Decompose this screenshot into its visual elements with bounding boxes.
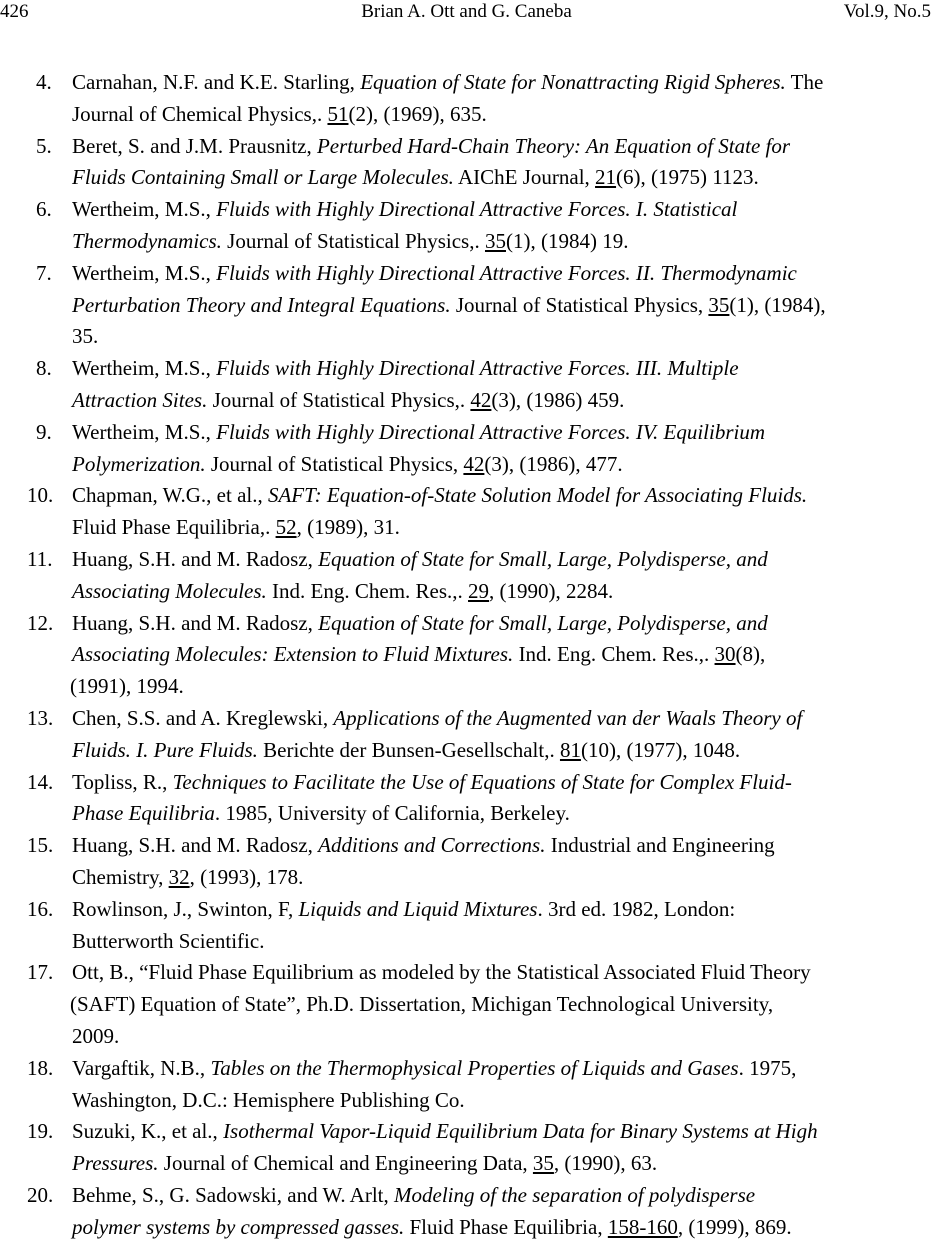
reference-text: Fluid Phase Equilibria, (404, 1214, 608, 1239)
reference-text: Journal of Statistical Physics,. (207, 387, 471, 412)
reference-item (0, 608, 933, 703)
page-number: 426 (0, 1, 29, 22)
reference-item (0, 258, 933, 353)
volume-number: 35 (532, 1151, 554, 1176)
reference-number: 8. (36, 356, 52, 381)
reference-line (0, 703, 933, 735)
reference-line (0, 671, 933, 703)
reference-title: Perturbation Theory and Integral Equations. (72, 292, 451, 317)
reference-text: Suzuki, K., et al., (72, 1119, 224, 1144)
reference-text: , (1993), 178. (189, 864, 304, 889)
reference-line (0, 321, 933, 353)
reference-item (0, 131, 933, 195)
volume-number: 35 (708, 292, 730, 317)
reference-text: (1991), 1994. (70, 674, 184, 699)
volume-number: 30 (714, 642, 736, 667)
reference-line (0, 1053, 933, 1085)
reference-line (0, 608, 933, 640)
reference-text: Washington, D.C.: Hemisphere Publishing Co. (72, 1087, 465, 1112)
reference-text: Topliss, R., (72, 769, 173, 794)
reference-text: Butterworth Scientific. (72, 928, 265, 953)
reference-text: 2009. (72, 1023, 120, 1048)
reference-title: Thermodynamics. (72, 228, 222, 253)
reference-item (0, 194, 933, 258)
reference-line (0, 957, 933, 989)
reference-title: Techniques to Facilitate the Use of Equations of State for Complex Fluid- (172, 769, 792, 794)
reference-title: Fluids with Highly Directional Attractive Forces. I. Statistical (216, 197, 738, 222)
reference-line (0, 353, 933, 385)
reference-line (0, 194, 933, 226)
reference-text: Industrial and Engineering (545, 833, 775, 858)
reference-title: Isothermal Vapor-Liquid Equilibrium Data for Binary Systems at High (223, 1119, 818, 1144)
reference-text: Huang, S.H. and M. Radosz, (72, 833, 319, 858)
reference-text: Chemistry, (72, 864, 169, 889)
reference-title: Fluids. I. Pure Fluids. (72, 737, 258, 762)
reference-title: Associating Molecules. (72, 578, 267, 603)
reference-item (0, 703, 933, 767)
reference-title: Fluids with Highly Directional Attractive Forces. IV. Equilibrium (216, 419, 766, 444)
reference-text: Carnahan, N.F. and K.E. Starling, (72, 70, 361, 94)
reference-item (0, 353, 933, 417)
reference-title: Polymerization. (72, 451, 206, 476)
reference-line (0, 385, 933, 417)
reference-title: SAFT: Equation-of-State Solution Model for Associating Fluids. (267, 483, 808, 508)
reference-item (0, 957, 933, 1052)
reference-text: Journal of Statistical Physics,. (221, 228, 485, 253)
reference-number: 4. (36, 70, 52, 94)
reference-number: 18. (27, 1055, 54, 1080)
reference-item (0, 1180, 933, 1243)
reference-text: (8), (735, 642, 766, 667)
reference-text: (3), (1986) 459. (491, 387, 625, 412)
reference-item (0, 67, 933, 131)
reference-text: Huang, S.H. and M. Radosz, (72, 546, 319, 571)
reference-number: 13. (27, 705, 54, 730)
reference-title: Modeling of the separation of polydisperse (394, 1182, 756, 1207)
volume-number: 51 (327, 101, 349, 126)
reference-line (0, 798, 933, 830)
reference-text: . 1985, University of California, Berkeley. (214, 801, 570, 826)
reference-line (0, 576, 933, 608)
volume-number: 29 (468, 578, 490, 603)
reference-line (0, 767, 933, 799)
reference-title: Tables on the Thermophysical Properties of Liquids and Gases (210, 1055, 739, 1080)
reference-title: Associating Molecules: Extension to Fluid Mixtures. (72, 642, 514, 667)
reference-title: Equation of State for Small, Large, Polydisperse, and (318, 546, 768, 571)
reference-item (0, 544, 933, 608)
reference-text: (1), (1984) 19. (505, 228, 629, 253)
reference-title: Fluids Containing Small or Large Molecules. (72, 165, 454, 190)
reference-line (0, 226, 933, 258)
reference-line (0, 1180, 933, 1212)
reference-text: Ott, B., “Fluid Phase Equilibrium as modeled by the Statistical Associated Fluid Theory (72, 960, 811, 985)
reference-title: Pressures. (72, 1151, 159, 1176)
reference-text: 35. (72, 324, 99, 349)
volume-number: 35 (484, 228, 506, 253)
reference-item (0, 894, 933, 958)
reference-title: Additions and Corrections. (318, 833, 546, 858)
reference-item (0, 480, 933, 544)
reference-line (0, 1212, 933, 1243)
reference-line (0, 989, 933, 1021)
reference-number: 15. (27, 833, 54, 858)
reference-line (0, 735, 933, 767)
reference-text: Behme, S., G. Sadowski, and W. Arlt, (72, 1182, 395, 1207)
reference-item (0, 1053, 933, 1117)
reference-line (0, 926, 933, 958)
reference-line (0, 639, 933, 671)
reference-line (0, 1021, 933, 1053)
reference-title: Phase Equilibria (72, 801, 215, 826)
reference-number: 14. (27, 769, 54, 794)
reference-number: 9. (36, 419, 52, 444)
reference-title: Equation of State for Nonattracting Rigid Spheres. (360, 70, 786, 94)
reference-number: 11. (27, 546, 53, 571)
reference-title: polymer systems by compressed gasses. (72, 1214, 405, 1239)
reference-title: Perturbed Hard-Chain Theory: An Equation of State for (316, 133, 791, 158)
reference-text: (10), (1977), 1048. (580, 737, 741, 762)
reference-line (0, 290, 933, 322)
reference-line (0, 67, 933, 99)
volume-number: 32 (168, 864, 190, 889)
reference-number: 5. (36, 133, 52, 158)
reference-text: Chapman, W.G., et al., (72, 483, 268, 508)
reference-text: The (785, 70, 824, 94)
volume-number: 81 (559, 737, 581, 762)
reference-item (0, 417, 933, 481)
reference-line (0, 1116, 933, 1148)
reference-text: Vargaftik, N.B., (72, 1055, 211, 1080)
reference-line (0, 449, 933, 481)
reference-list (0, 67, 933, 1243)
reference-text: Journal of Chemical and Engineering Data, (158, 1151, 533, 1176)
reference-number: 10. (27, 483, 54, 508)
reference-line (0, 162, 933, 194)
reference-line (0, 894, 933, 926)
running-header (0, 0, 933, 25)
reference-text: Beret, S. and J.M. Prausnitz, (72, 133, 317, 158)
reference-item (0, 1116, 933, 1180)
reference-number: 17. (27, 960, 54, 985)
reference-item (0, 767, 933, 831)
reference-number: 12. (27, 610, 54, 635)
reference-item (0, 830, 933, 894)
reference-number: 6. (36, 197, 52, 222)
reference-title: Applications of the Augmented van der Waals Theory of (333, 705, 803, 730)
reference-text: Berichte der Bunsen-Gesellschalt,. (257, 737, 560, 762)
reference-number: 16. (27, 896, 54, 921)
reference-line (0, 131, 933, 163)
reference-text: Ind. Eng. Chem. Res.,. (513, 642, 715, 667)
reference-text: Ind. Eng. Chem. Res.,. (266, 578, 469, 603)
reference-text: . 1975, (738, 1055, 797, 1080)
reference-line (0, 417, 933, 449)
reference-text: (1), (1984), (729, 292, 826, 317)
reference-number: 19. (27, 1119, 54, 1144)
reference-text: , (1999), 869. (677, 1214, 792, 1239)
reference-text: Journal of Statistical Physics, (450, 292, 709, 317)
volume-number: 42 (470, 387, 492, 412)
reference-text: Journal of Statistical Physics, (205, 451, 464, 476)
reference-title: Fluids with Highly Directional Attractive Forces. II. Thermodynamic (216, 260, 797, 285)
reference-text: , (1990), 63. (553, 1151, 658, 1176)
running-head-authors: Brian A. Ott and G. Caneba (361, 1, 572, 22)
volume-issue: Vol.9, No.5 (843, 1, 931, 22)
reference-text: Journal of Chemical Physics,. (72, 101, 328, 126)
reference-title: Equation of State for Small, Large, Polydisperse, and (318, 610, 768, 635)
reference-text: . 3rd ed. 1982, London: (537, 896, 736, 921)
reference-text: Chen, S.S. and A. Kreglewski, (72, 705, 334, 730)
reference-number: 20. (27, 1182, 54, 1207)
volume-number: 42 (463, 451, 485, 476)
reference-text: (6), (1975) 1123. (616, 165, 759, 190)
reference-line (0, 544, 933, 576)
reference-title: Attraction Sites. (72, 387, 208, 412)
reference-text: Wertheim, M.S., (72, 356, 217, 381)
reference-line (0, 99, 933, 131)
reference-text: (SAFT) Equation of State”, Ph.D. Dissertation, Michigan Technological University, (70, 992, 774, 1017)
reference-text: , (1990), 2284. (489, 578, 614, 603)
reference-number: 7. (36, 260, 52, 285)
reference-text: Wertheim, M.S., (72, 419, 217, 444)
reference-text: Rowlinson, J., Swinton, F, (72, 896, 299, 921)
reference-text: Wertheim, M.S., (72, 260, 217, 285)
reference-line (0, 862, 933, 894)
reference-text: (2), (1969), 635. (348, 101, 487, 126)
volume-number: 158-160 (607, 1214, 678, 1239)
volume-number: 52 (275, 515, 297, 540)
reference-text: Fluid Phase Equilibria,. (72, 515, 276, 540)
reference-text: AIChE Journal, (453, 165, 596, 190)
reference-text: Huang, S.H. and M. Radosz, (72, 610, 319, 635)
volume-number: 21 (595, 165, 617, 190)
reference-title: Liquids and Liquid Mixtures (298, 896, 538, 921)
reference-line (0, 1148, 933, 1180)
reference-line (0, 830, 933, 862)
reference-line (0, 480, 933, 512)
reference-line (0, 1085, 933, 1117)
reference-text: (3), (1986), 477. (484, 451, 623, 476)
reference-title: Fluids with Highly Directional Attractive Forces. III. Multiple (216, 356, 739, 381)
reference-line (0, 512, 933, 544)
reference-text: Wertheim, M.S., (72, 197, 217, 222)
reference-text: , (1989), 31. (296, 515, 400, 540)
reference-line (0, 258, 933, 290)
